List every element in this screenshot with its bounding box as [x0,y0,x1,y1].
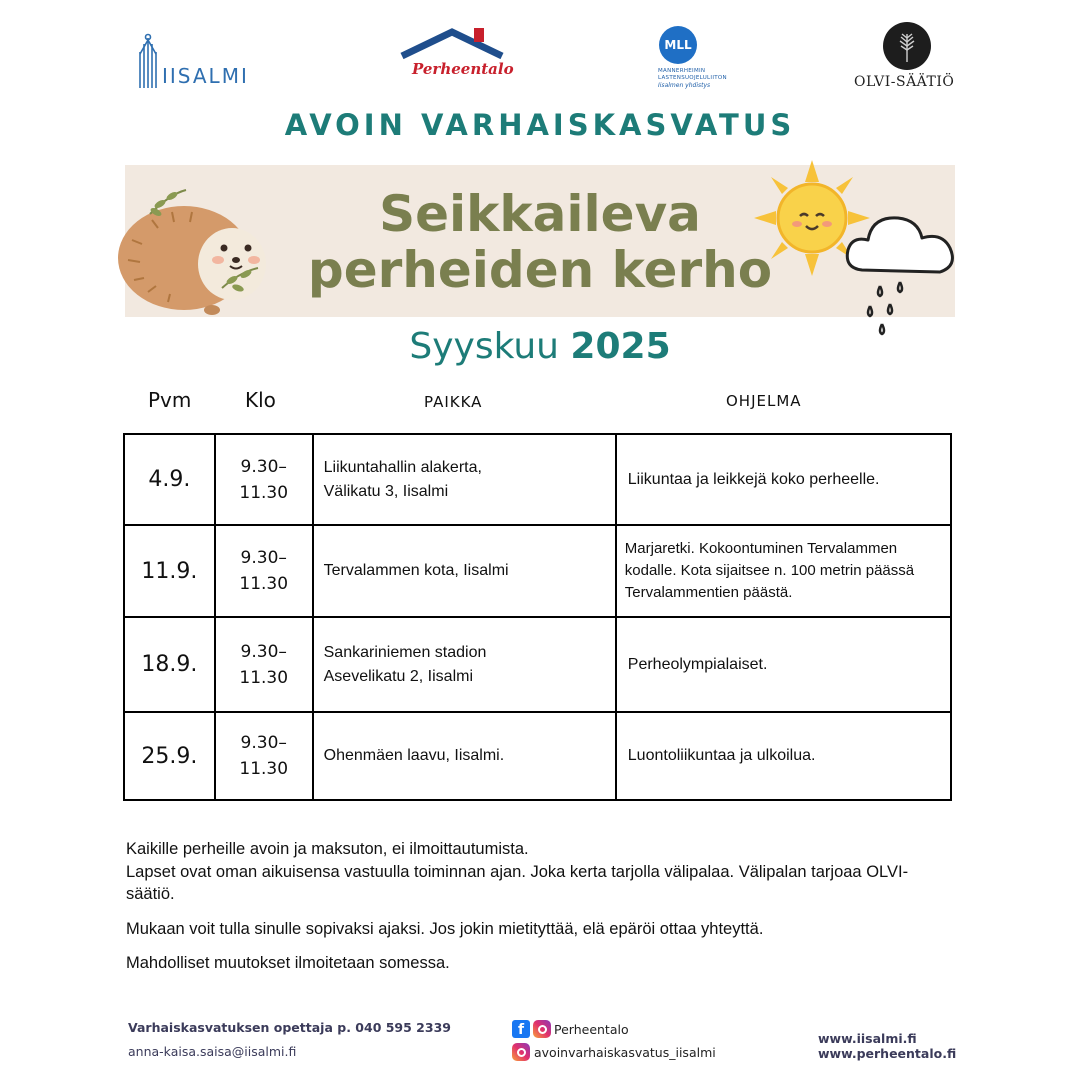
row-date: 11.9. [124,525,215,617]
row-place-line2: Välikatu 3, Iisalmi [323,482,449,500]
instagram-icon [512,1043,530,1061]
olvi-emblem-icon [883,22,931,70]
mll-logo [646,26,736,100]
table-row [124,617,951,712]
row-time-end: 11.30 [239,667,289,688]
row-time [215,525,313,617]
perheentalo-logo [400,26,514,86]
row-place-line2: Asevelikatu 2, Iisalmi [323,667,474,685]
row-program [616,525,951,617]
schedule-table [123,433,952,801]
table-row [124,434,951,525]
olvi-logo-text: OLVI-SÄÄTIÖ [854,74,955,90]
contact-phone: Varhaiskasvatuksen opettaja p. 040 595 2339 [128,1020,451,1035]
banner-title-line1: Seikkaileva [379,185,701,243]
row-program-line1: Liikuntaa ja leikkejä koko perheelle. [627,470,880,488]
house-roof-icon [400,26,506,62]
info-line2: Lapset ovat oman aikuisensa vastuulla toiminnan ajan. Joka kerta tarjolla välipalaa. Välipalan tarjoaa OLVI-säätiö. [126,862,909,903]
website-perheentalo-link[interactable]: www.perheentalo.fi [818,1046,957,1061]
row-time-end: 11.30 [239,574,289,594]
row-program-line1: Luontoliikuntaa ja ulkoilua. [627,747,816,764]
page-heading: AVOIN VARHAISKASVATUS [284,108,796,142]
table-row [124,712,951,800]
row-program [616,434,951,525]
row-program [616,712,951,800]
column-header-date: Pvm [148,388,192,412]
row-program-line1: Perheolympialaiset. [627,655,768,673]
instagram-icon [533,1020,551,1038]
row-time-start: 9.30– [240,641,287,662]
info-line1: Kaikille perheille avoin ja maksuton, ei ilmoittautumista. [126,840,529,858]
row-time-start: 9.30– [240,733,287,753]
row-date: 18.9. [124,617,215,712]
mll-logo-line2: Iisalmen yhdistys [658,82,711,89]
olvi-logo [852,22,962,94]
row-place-line1: Tervalammen kota, Iisalmi [323,562,509,579]
row-date: 25.9. [124,712,215,800]
row-program-line1: Marjaretki. Kokoontuminen Tervalammen [624,540,898,557]
column-header-time: Klo [245,388,276,412]
row-place-line1: Ohenmäen laavu, Iisalmi. [323,747,505,764]
row-place-line1: Sankariniemen stadion [323,643,487,661]
info-line3: Mukaan voit tulla sinulle sopivaksi ajaksi. Jos jokin mietityttää, elä epäröi ottaa yhteyttä. [126,920,764,938]
row-place [313,712,616,800]
website-iisalmi-link[interactable]: www.iisalmi.fi [818,1031,917,1046]
row-program [616,617,951,712]
banner-title-line2: perheiden kerho [307,241,773,299]
iisalmi-logo-text: IISALMI [162,64,249,88]
info-line4: Mahdolliset muutokset ilmoitetaan somessa. [126,954,450,972]
row-time-end: 11.30 [239,759,289,779]
contact-email[interactable]: anna-kaisa.saisa@iisalmi.fi [128,1044,297,1059]
social-perheentalo-label: Perheentalo [554,1021,629,1037]
row-program-line3: Tervalammentien päästä. [624,584,793,601]
row-program-line2: kodalle. Kota sijaitsee n. 100 metrin päässä [624,562,915,579]
social-perheentalo[interactable] [512,1020,629,1038]
row-place [313,525,616,617]
column-header-program: OHJELMA [726,392,802,410]
mll-logo-badge: MLL [659,26,697,64]
row-time-start: 9.30– [240,456,287,477]
row-place-line1: Liikuntahallin alakerta, [323,458,482,476]
facebook-icon: f [512,1020,530,1038]
row-time-end: 11.30 [239,482,289,503]
row-time [215,617,313,712]
iisalmi-logo [136,30,266,90]
column-header-place: PAIKKA [424,393,483,411]
month-title [0,326,1080,367]
mll-logo-line1: MANNERHEIMIN LASTENSUOJELULIITON [658,68,727,81]
row-date: 4.9. [124,434,215,525]
rain-cloud-icon [842,206,968,346]
table-row [124,525,951,617]
row-place [313,434,616,525]
row-time [215,712,313,800]
social-instagram[interactable] [512,1043,716,1061]
row-place [313,617,616,712]
info-block [126,838,956,906]
month-year: 2025 [570,326,671,367]
row-time-start: 9.30– [240,548,287,568]
perheentalo-logo-text: Perheentalo [412,60,514,78]
social-instagram-label: avoinvarhaiskasvatus_iisalmi [534,1044,716,1060]
iisalmi-tower-icon [136,32,160,88]
row-time [215,434,313,525]
month-name: Syyskuu [409,326,559,367]
